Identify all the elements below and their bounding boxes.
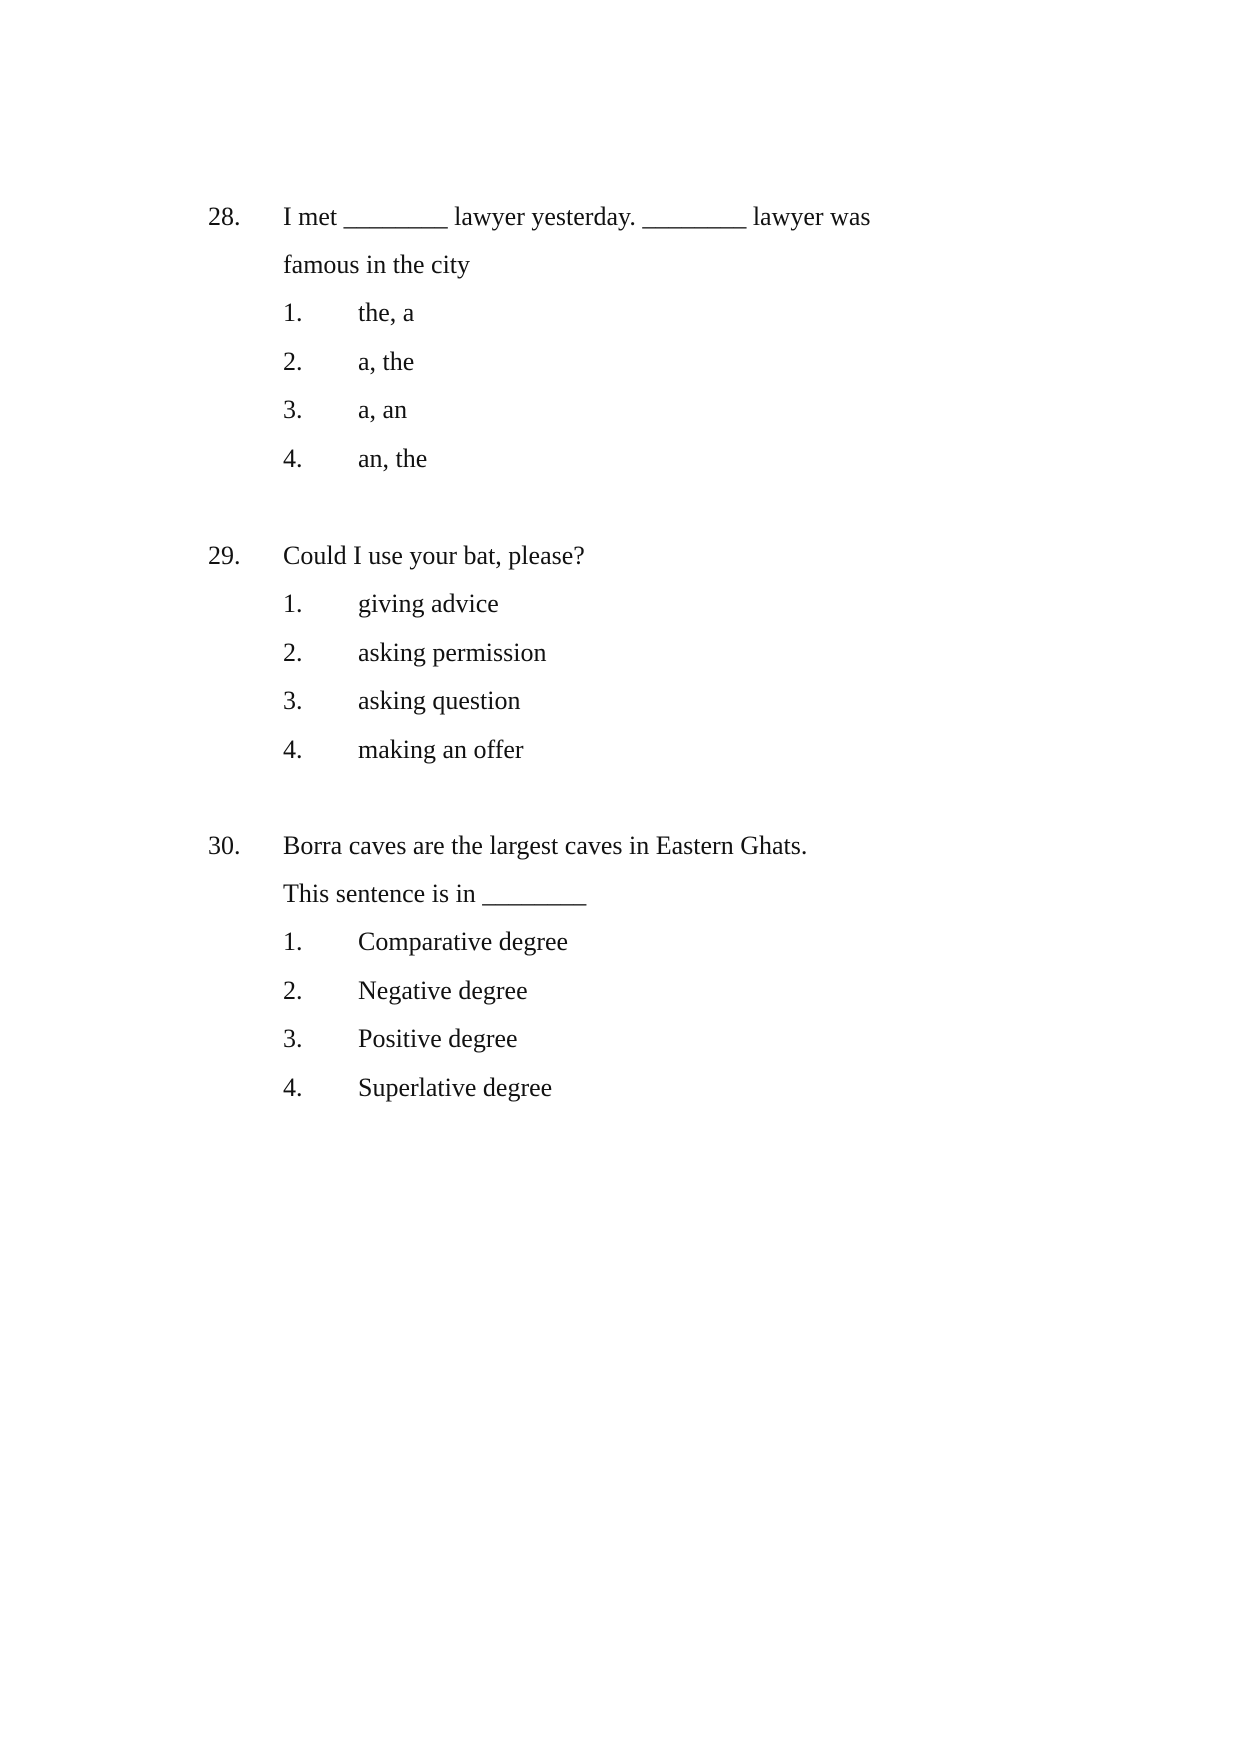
option-text: Negative degree bbox=[358, 975, 528, 1005]
option-text: giving advice bbox=[358, 589, 499, 618]
option-2 bbox=[208, 967, 1008, 1016]
option-number: 4. bbox=[283, 1072, 303, 1102]
option-number: 3. bbox=[283, 686, 303, 715]
question-stem-line bbox=[208, 870, 1008, 918]
option-number: 4. bbox=[283, 734, 303, 764]
option-3 bbox=[208, 1015, 1008, 1064]
option-1 bbox=[208, 289, 1008, 338]
question-text: Borra caves are the largest caves in Eastern Ghats. bbox=[283, 831, 808, 860]
option-3 bbox=[208, 677, 1008, 726]
question-number: 30. bbox=[208, 831, 241, 860]
option-2 bbox=[208, 338, 1008, 387]
question-stem-line bbox=[208, 822, 1008, 870]
question-text: I met ________ lawyer yesterday. ________ lawyer was bbox=[283, 202, 871, 231]
option-number: 1. bbox=[283, 298, 303, 327]
option-number: 2. bbox=[283, 346, 303, 376]
option-text: a, the bbox=[358, 346, 415, 376]
question-text: famous in the city bbox=[283, 250, 471, 279]
question-number: 28. bbox=[208, 202, 241, 231]
question-text: This sentence is in ________ bbox=[283, 879, 587, 908]
option-number: 3. bbox=[283, 1024, 303, 1053]
option-1 bbox=[208, 580, 1008, 629]
option-number: 1. bbox=[283, 589, 303, 618]
option-text: making an offer bbox=[358, 734, 524, 764]
option-text: asking permission bbox=[358, 637, 547, 667]
option-text: Comparative degree bbox=[358, 927, 569, 956]
question-text: Could I use your bat, please? bbox=[283, 541, 585, 570]
option-1 bbox=[208, 918, 1008, 967]
option-4 bbox=[208, 726, 1008, 775]
question-30 bbox=[208, 822, 1008, 1112]
option-4 bbox=[208, 435, 1008, 484]
option-text: Positive degree bbox=[358, 1024, 518, 1053]
question-stem-line bbox=[208, 193, 1008, 241]
option-number: 2. bbox=[283, 975, 303, 1005]
option-4 bbox=[208, 1064, 1008, 1113]
question-number: 29. bbox=[208, 541, 241, 570]
question-stem-line bbox=[208, 532, 1008, 580]
option-text: Superlative degree bbox=[358, 1072, 553, 1102]
option-text: asking question bbox=[358, 686, 521, 715]
question-28 bbox=[208, 193, 1008, 483]
option-2 bbox=[208, 629, 1008, 678]
question-29 bbox=[208, 532, 1008, 774]
option-number: 4. bbox=[283, 443, 303, 473]
option-number: 2. bbox=[283, 637, 303, 667]
option-3 bbox=[208, 386, 1008, 435]
option-text: an, the bbox=[358, 443, 428, 473]
option-number: 1. bbox=[283, 927, 303, 956]
option-text: a, an bbox=[358, 395, 408, 424]
option-number: 3. bbox=[283, 395, 303, 424]
question-stem-line bbox=[208, 241, 1008, 289]
option-text: the, a bbox=[358, 298, 415, 327]
